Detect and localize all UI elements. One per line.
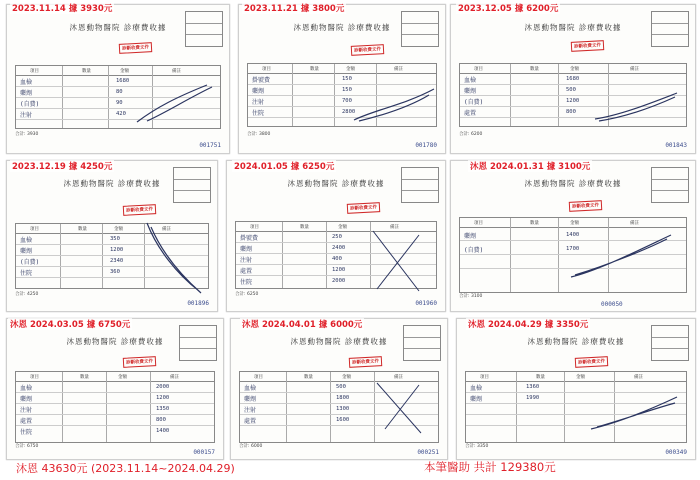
fee-amount: 420: [116, 111, 126, 117]
hospital-stamp: 診斷收費文件: [119, 42, 152, 54]
receipt-serial: 001780: [415, 142, 437, 149]
receipt-serial: 001896: [187, 300, 209, 307]
receipt-1: [6, 4, 230, 154]
receipt-serial: 001960: [415, 300, 437, 307]
receipt-title: 沐恩動物醫院 診療費收據: [524, 23, 622, 32]
table-header: 項目 數量 金額 備註: [248, 64, 436, 74]
fee-amount: 800: [566, 109, 576, 115]
fee-item: 處置: [20, 418, 33, 425]
receipt-title: 沐恩動物醫院 診療費收據: [69, 23, 167, 32]
receipt-total: 合計: 6250: [235, 292, 259, 297]
receipt-4: [6, 160, 218, 312]
table-header: 項目 數量 金額 備註: [236, 222, 436, 232]
fee-item: 藥劑: [20, 396, 33, 403]
fee-item: 血檢: [20, 237, 33, 244]
stamp-box: [651, 325, 689, 361]
fee-amount: 1200: [110, 247, 124, 253]
fee-amount: 400: [332, 256, 342, 262]
receipt-7-label: 沐恩 2024.03.05 據 6750元: [10, 320, 131, 330]
receipt-serial: 000349: [665, 449, 687, 456]
receipt-total: 合計: 3100: [459, 294, 483, 299]
receipt-3: [450, 4, 696, 154]
fee-amount: 1700: [566, 246, 580, 252]
hospital-stamp: 診斷收費文件: [351, 44, 384, 56]
receipt-4-label: 2023.12.19 據 4250元: [12, 162, 113, 172]
fee-item: 住院: [240, 279, 253, 286]
stamp-box: [651, 167, 689, 203]
table-header: 項目 數量 金額 備註: [460, 64, 686, 74]
table-header: 項目 數量 金額 備註: [466, 372, 686, 382]
fee-item: 血檢: [464, 77, 477, 84]
receipt-2-label: 2023.11.21 據 3800元: [244, 4, 345, 14]
receipt-total: 合計: 3350: [465, 444, 489, 449]
fee-amount: 150: [342, 76, 352, 82]
fee-item: 掛號費: [240, 235, 259, 242]
receipt-title: 沐恩動物醫院 診療費收據: [290, 337, 388, 346]
fee-amount: 2000: [332, 278, 346, 284]
receipt-serial: 001751: [199, 142, 221, 149]
fee-item: 注射: [20, 112, 33, 119]
fee-amount: 1360: [526, 384, 540, 390]
signature-scribble: [587, 393, 683, 433]
fee-amount: 360: [110, 269, 120, 275]
signature-scribble: [137, 219, 207, 299]
hospital-stamp: 診斷收費文件: [575, 356, 608, 368]
signature-scribble: [567, 231, 677, 281]
fee-item: (自費): [20, 101, 40, 108]
receipt-total: 合計: 6200: [459, 132, 483, 137]
table-header: 項目 數量 金額 備註: [16, 66, 220, 76]
fee-amount: 2400: [332, 245, 346, 251]
fee-amount: 1350: [156, 406, 170, 412]
receipt-9-label: 沐恩 2024.04.29 據 3350元: [468, 320, 589, 330]
fee-amount: 2800: [342, 109, 356, 115]
fee-amount: 800: [156, 417, 166, 423]
stamp-box: [185, 11, 223, 47]
fee-amount: 2000: [156, 384, 170, 390]
stamp-box: [403, 325, 441, 361]
fee-table: [15, 371, 215, 443]
fee-amount: 80: [116, 89, 123, 95]
patient-info: [17, 47, 18, 52]
fee-amount: 1680: [566, 76, 580, 82]
fee-item: 掛號費: [252, 77, 271, 84]
signature-scribble: [591, 89, 681, 125]
receipt-6-label: 沐恩 2024.01.31 據 3100元: [470, 162, 591, 172]
hospital-stamp: 診斷收費文件: [569, 200, 602, 212]
hospital-stamp: 診斷收費文件: [123, 204, 156, 216]
fee-amount: 1680: [116, 78, 130, 84]
table-header: 項目 數量 金額 備註: [240, 372, 438, 382]
fee-item: 藥劑: [240, 246, 253, 253]
fee-amount: 500: [566, 87, 576, 93]
receipt-5-label: 2024.01.05 據 6250元: [234, 162, 335, 172]
fee-amount: 350: [110, 236, 120, 242]
fee-amount: 1400: [566, 232, 580, 238]
receipt-title: 沐恩動物醫院 診療費收據: [527, 337, 625, 346]
fee-item: (自費): [464, 247, 484, 254]
receipt-7: [6, 318, 224, 460]
hospital-stamp: 診斷收費文件: [571, 40, 604, 52]
fee-item: 住院: [20, 429, 33, 436]
receipt-total: 合計: 3800: [247, 132, 271, 137]
receipt-serial: 001843: [665, 142, 687, 149]
receipt-6: [450, 160, 696, 312]
fee-amount: 250: [332, 234, 342, 240]
fee-item: 血檢: [20, 385, 33, 392]
stamp-box: [401, 11, 439, 47]
fee-amount: 700: [342, 98, 352, 104]
receipt-title: 沐恩動物醫院 診療費收據: [293, 23, 391, 32]
table-header: 項目 數量 金額 備註: [16, 224, 208, 234]
fee-item: 藥劑: [20, 248, 33, 255]
signature-scribble: [367, 227, 427, 297]
receipt-1-label: 2023.11.14 據 3930元: [12, 4, 113, 14]
fee-item: 住院: [20, 270, 33, 277]
fee-item: 藥劑: [244, 396, 257, 403]
fee-item: 注射: [244, 407, 257, 414]
receipt-serial: 000157: [193, 449, 215, 456]
fee-amount: 1800: [336, 395, 350, 401]
signature-scribble: [349, 85, 439, 125]
receipt-9: [456, 318, 696, 460]
fee-item: 血檢: [470, 385, 483, 392]
receipt-3-label: 2023.12.05 據 6200元: [458, 4, 559, 14]
signature-scribble: [371, 379, 431, 439]
receipt-2: [238, 4, 446, 154]
fee-item: 注射: [240, 257, 253, 264]
table-header: 項目 數量 金額 備註: [460, 218, 686, 228]
fee-item: 藥劑: [252, 88, 265, 95]
fee-amount: 1600: [336, 417, 350, 423]
summary-left: 沐恩 43630元 (2023.11.14~2024.04.29): [16, 462, 235, 475]
fee-amount: 1300: [336, 406, 350, 412]
receipt-8-label: 沐恩 2024.04.01 據 6000元: [242, 320, 363, 330]
receipt-title: 沐恩動物醫院 診療費收據: [287, 179, 385, 188]
summary-right: 本筆醫助 共計 129380元: [424, 460, 556, 474]
hospital-stamp: 診斷收費文件: [123, 356, 156, 368]
fee-amount: 2340: [110, 258, 124, 264]
receipt-title: 沐恩動物醫院 診療費收據: [63, 179, 161, 188]
fee-amount: 1200: [566, 98, 580, 104]
fee-item: 注射: [20, 407, 33, 414]
fee-item: 藥劑: [20, 90, 33, 97]
stamp-box: [401, 167, 439, 203]
fee-amount: 1200: [332, 267, 346, 273]
receipt-total: 合計: 3930: [15, 132, 39, 137]
table-header: 項目 數量 金額 備註: [16, 372, 214, 382]
fee-amount: 90: [116, 100, 123, 106]
fee-item: 處置: [464, 110, 477, 117]
receipt-8: [230, 318, 448, 460]
fee-item: (自費): [464, 99, 484, 106]
hospital-stamp: 診斷收費文件: [347, 202, 380, 214]
fee-item: 處置: [244, 418, 257, 425]
receipt-total: 合計: 6000: [239, 444, 263, 449]
receipt-title: 沐恩動物醫院 診療費收據: [66, 337, 164, 346]
stamp-box: [651, 11, 689, 47]
fee-amount: 500: [336, 384, 346, 390]
fee-amount: 1200: [156, 395, 170, 401]
fee-item: 住院: [252, 110, 265, 117]
receipt-title: 沐恩動物醫院 診療費收據: [524, 179, 622, 188]
fee-item: 處置: [240, 268, 253, 275]
stamp-box: [173, 167, 211, 203]
fee-item: (自費): [20, 259, 40, 266]
receipt-total: 合計: 4250: [15, 292, 39, 297]
fee-amount: 1990: [526, 395, 540, 401]
signature-scribble: [127, 77, 217, 127]
fee-item: 血檢: [20, 79, 33, 86]
fee-item: 血檢: [244, 385, 257, 392]
fee-item: 藥劑: [464, 233, 477, 240]
fee-item: 注射: [252, 99, 265, 106]
receipt-serial: 000251: [417, 449, 439, 456]
fee-amount: 1400: [156, 428, 170, 434]
stamp-box: [179, 325, 217, 361]
hospital-stamp: 診斷收費文件: [349, 356, 382, 368]
receipt-serial: 000050: [601, 301, 623, 308]
receipt-total: 合計: 6750: [15, 444, 39, 449]
fee-item: 藥劑: [464, 88, 477, 95]
fee-amount: 150: [342, 87, 352, 93]
fee-item: 藥劑: [470, 396, 483, 403]
receipt-5: [226, 160, 446, 312]
